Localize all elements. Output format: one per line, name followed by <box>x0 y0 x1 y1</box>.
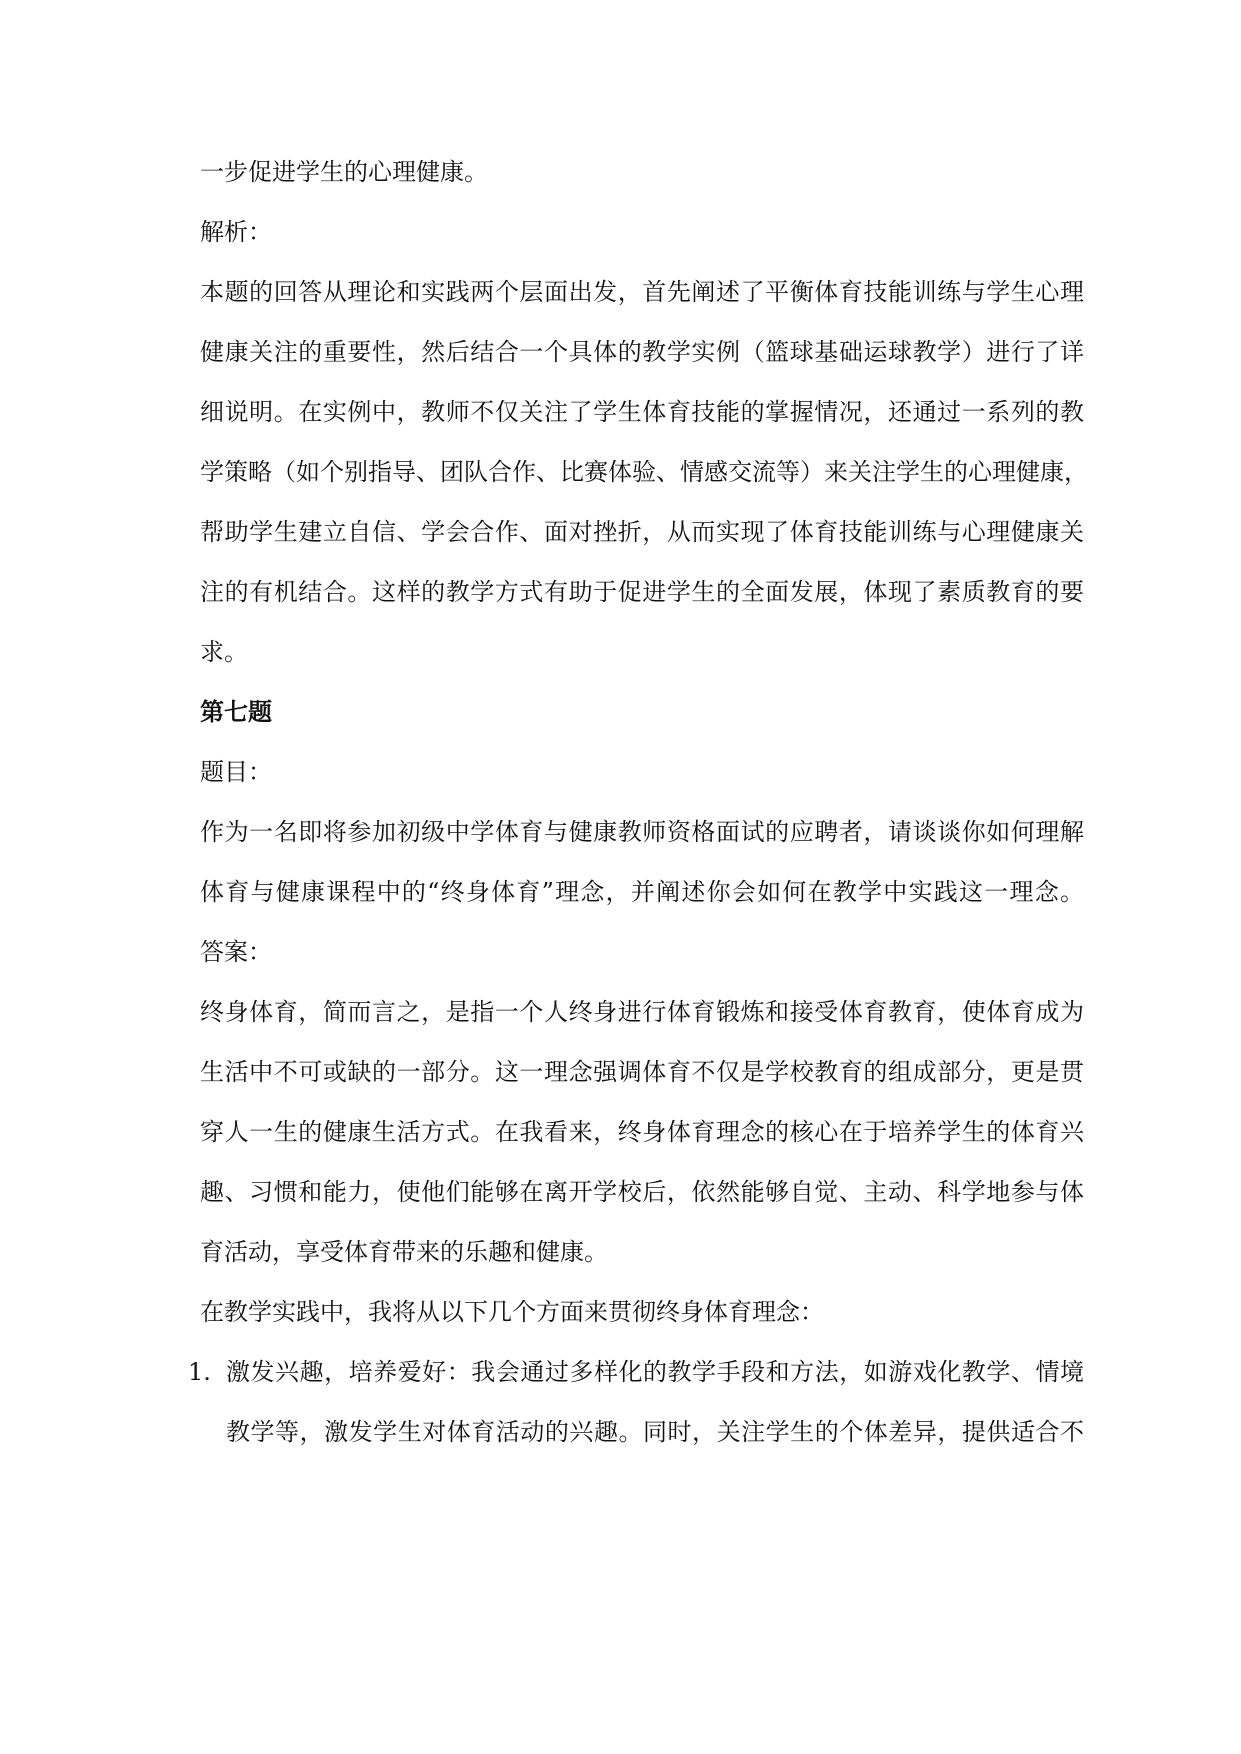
answer-line: 穿人一生的健康生活方式。在我看来，终身体育理念的核心在于培养学生的体育兴 <box>200 1118 1084 1146</box>
document-page <box>188 142 1088 1462</box>
answer-line: 趣、习惯和能力，使他们能够在离开学校后，依然能够自觉、主动、科学地参与体 <box>200 1178 1084 1206</box>
question-line: 作为一名即将参加初级中学体育与健康教师资格面试的应聘者，请谈谈你如何理解 <box>200 818 1084 846</box>
analysis-line: 本题的回答从理论和实践两个层面出发，首先阐述了平衡体育技能训练与学生心理 <box>200 278 1084 306</box>
analysis-line: 细说明。在实例中，教师不仅关注了学生体育技能的掌握情况，还通过一系列的教 <box>200 398 1084 426</box>
list-item-number: 1. <box>188 1358 211 1386</box>
question-label: 题目： <box>200 758 272 786</box>
analysis-line: 学策略（如个别指导、团队合作、比赛体验、情感交流等）来关注学生的心理健康， <box>200 458 1088 486</box>
answer-line: 终身体育，简而言之，是指一个人终身进行体育锻炼和接受体育教育，使体育成为 <box>200 998 1084 1026</box>
question-line: 体育与健康课程中的“终身体育”理念，并阐述你会如何在教学中实践这一理念。 <box>200 878 1084 906</box>
analysis-line: 健康关注的重要性，然后结合一个具体的教学实例（篮球基础运球教学）进行了详 <box>200 338 1084 366</box>
list-item-line: 教学等，激发学生对体育活动的兴趣。同时，关注学生的个体差异，提供适合不 <box>226 1418 1084 1446</box>
analysis-line: 注的有机结合。这样的教学方式有助于促进学生的全面发展，体现了素质教育的要 <box>200 578 1084 606</box>
answer-line: 育活动，享受体育带来的乐趣和健康。 <box>200 1238 608 1266</box>
question-heading: 第七题 <box>200 697 272 726</box>
analysis-line: 求。 <box>200 638 248 666</box>
practice-intro: 在教学实践中，我将从以下几个方面来贯彻终身体育理念： <box>200 1298 824 1326</box>
answer-line: 生活中不可或缺的一部分。这一理念强调体育不仅是学校教育的组成部分，更是贯 <box>200 1058 1084 1086</box>
list-item-line: 激发兴趣，培养爱好：我会通过多样化的教学手段和方法，如游戏化教学、情境 <box>226 1358 1084 1386</box>
list-item <box>188 1342 1084 1462</box>
analysis-tail-text: 一步促进学生的心理健康。 <box>200 158 488 186</box>
analysis-label: 解析： <box>200 218 272 246</box>
answer-label: 答案： <box>200 938 272 966</box>
analysis-line: 帮助学生建立自信、学会合作、面对挫折，从而实现了体育技能训练与心理健康关 <box>200 518 1084 546</box>
